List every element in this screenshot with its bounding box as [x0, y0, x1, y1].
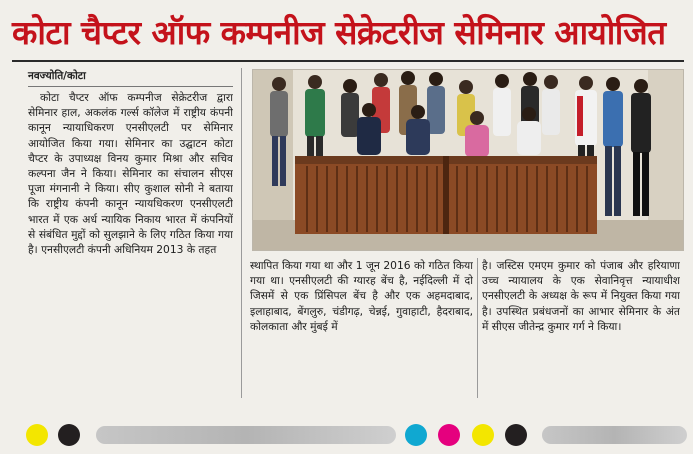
gray-registration-strip: [96, 426, 396, 444]
magenta-registration-dot: [438, 424, 460, 446]
article-column-1: [28, 90, 233, 396]
article-column-3: [482, 258, 680, 396]
cyan-registration-dot: [405, 424, 427, 446]
gray-registration-strip: [542, 426, 687, 444]
seminar-group-photo: [252, 69, 684, 251]
column-divider: [241, 68, 242, 398]
article-paragraph-3: है। जस्टिस एमएम कुमार को पंजाब और हरियाणा उच्च न्यायालय के एक सेवानिवृत्त न्यायाधीश एनसीएलटी के अध्यक्ष के रूप में नियुक्त किया गया है। उपस्थित प्रबंधजनों का आभार सेमिनार के अंत में सीएस जीतेन्द्र कुमार गर्ग ने किया।: [482, 259, 680, 333]
headline-rule: [12, 60, 684, 62]
print-registration-bar: [0, 420, 693, 450]
dateline: नवज्योति/कोटा: [28, 70, 86, 82]
article-column-2: [250, 258, 473, 396]
yellow-registration-dot: [472, 424, 494, 446]
article-paragraph-2: स्थापित किया गया था और 1 जून 2016 को गठित किया गया था। एनसीएलटी की ग्यारह बेंच है, नईदिल्ली में दो जिसमें से एक प्रिंसिपल बेंच है और एक अहमदाबाद, इलाहाबाद, बेंगलुरु, चंडीगढ़, चेन्नई, गुवाहाटी, हैदराबाद, कोलकाता और मुंबई में: [250, 259, 473, 333]
black-registration-dot: [58, 424, 80, 446]
yellow-registration-dot: [26, 424, 48, 446]
group-photo-illustration: [253, 70, 683, 250]
black-registration-dot: [505, 424, 527, 446]
wooden-desk: [295, 156, 597, 234]
dateline-rule: [28, 86, 233, 87]
article-paragraph-1: कोटा चैप्टर ऑफ कम्पनीज सेक्रेटरीज द्वारा सेमिनार हाल, अकलंक गर्ल्स कॉलेज में राष्ट्रीय कंपनी कानून न्यायाधिकरण एनसीएलटी पर सेमिनार आयोजित किया गया। सेमिनार का उद्घाटन कोटा चैप्टर के उपाध्यक्ष विनय कुमार मिश्रा और सचिव कल्पना जैन ने किया। सेमिनार का संचालन सीएस पूजा मंगनानी ने किया। सीए कुशाल सोनी ने बताया कि राष्ट्रीय कंपनी कानून न्यायधिकरण एनसीएलटी भारत में एक अर्ध न्यायिक निकाय भारत में कंपनियों से संबंधित मुद्दों को सुलझाने के लिए गठित किया गया है। एनसीएलटी कंपनी अधिनियम 2013 के तहत: [28, 91, 233, 257]
headline: कोटा चैप्टर ऑफ कम्पनीज सेक्रेटरीज सेमिनार आयोजित: [12, 13, 666, 52]
column-divider: [477, 258, 478, 398]
